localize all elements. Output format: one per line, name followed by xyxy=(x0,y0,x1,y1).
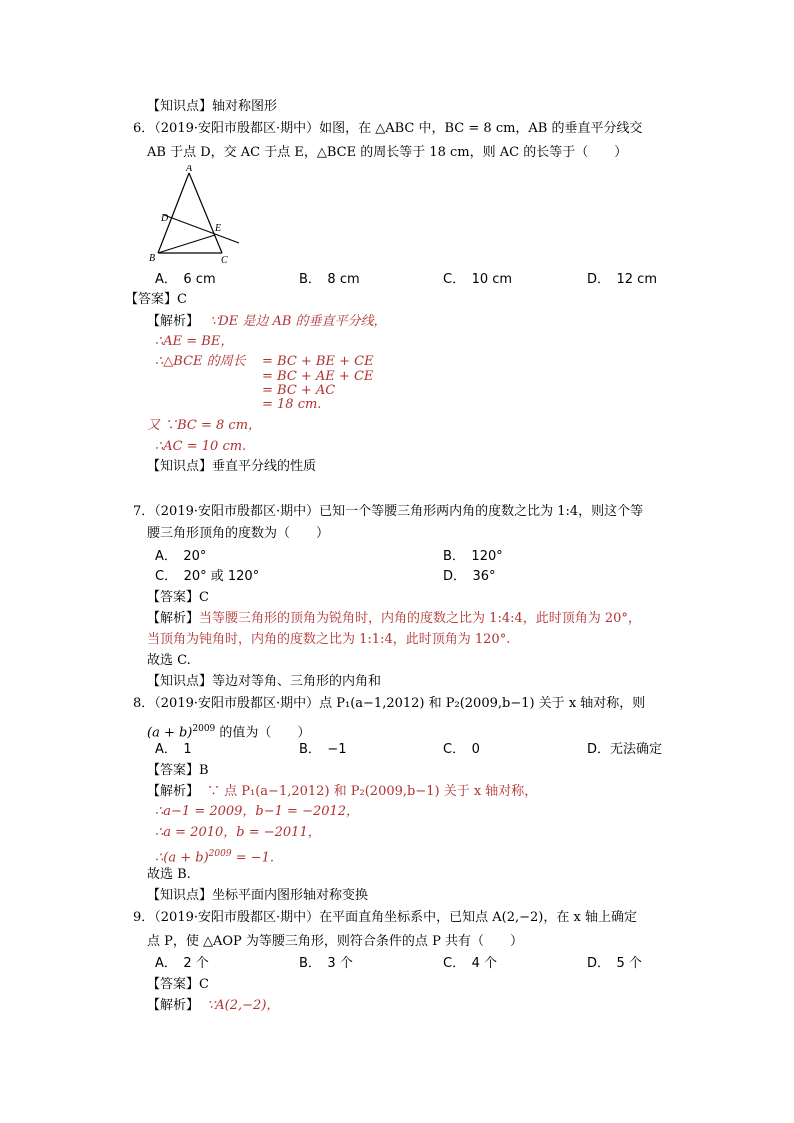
figure-label-d: D xyxy=(161,213,169,224)
q8-stem-exponent: 2009 xyxy=(192,724,216,734)
q6-step-3a: = BC + BE + CE xyxy=(262,354,374,369)
figure-label-e: E xyxy=(215,223,222,234)
q6-triangle-figure xyxy=(144,165,244,265)
q6-step-3c: = BC + AC xyxy=(262,383,336,398)
q6-step-3-label: ∴△BCE 的周长 xyxy=(155,354,246,369)
q7-jiexi-1a: 当等腰三角形的顶角为锐角时，内角的度数之比为 xyxy=(199,611,486,626)
q8-knowledge-point: 【知识点】坐标平面内图形轴对称变换 xyxy=(147,888,369,903)
q6-knowledge-point: 【知识点】垂直平分线的性质 xyxy=(147,459,317,474)
q8-jiexi-4-base: ∴(a + b) xyxy=(155,850,209,866)
q7-knowledge-point: 【知识点】等边对等角、三角形的内角和 xyxy=(147,674,382,689)
q8-answer: 【答案】B xyxy=(147,763,209,778)
q7-jiexi-line2 xyxy=(147,631,510,649)
q8-jiexi-1: ∵ 点 P₁(a−1,2012) 和 P₂(2009,b−1) 关于 x 轴对称， xyxy=(207,784,538,799)
q7-answer: 【答案】C xyxy=(147,590,209,605)
q6-step-4: 又 ∵BC = 8 cm， xyxy=(147,418,262,433)
q6-option-a: A． 6 cm xyxy=(155,272,216,287)
q8-option-b: B． −1 xyxy=(299,742,347,757)
q9-answer: 【答案】C xyxy=(147,977,209,992)
q6-step-5: ∴AC = 10 cm. xyxy=(155,439,247,454)
q7-jiexi-1b: 1:4:4，此时顶角为 xyxy=(489,611,601,626)
q6-option-b: B． 8 cm xyxy=(299,272,360,287)
q8-stem-line2 xyxy=(147,720,310,742)
q8-jiexi-4-exponent: 2009 xyxy=(208,849,232,859)
q7-jiexi-1c: 20°， xyxy=(604,611,641,626)
q7-jiexi-line1 xyxy=(147,610,641,628)
q8-jiexi-4-rest: = −1. xyxy=(231,850,275,866)
q9-jiexi-line1 xyxy=(147,997,279,1015)
q9-stem-line2: 点 P，使 △AOP 为等腰三角形，则符合条件的点 P 共有（ ） xyxy=(147,934,523,949)
q7-stem-line2: 腰三角形顶角的度数为（ ） xyxy=(147,526,330,541)
q7-option-b: B． 120° xyxy=(443,549,503,564)
q6-jiexi-line1: ∵DE 是边 AB 的垂直平分线， xyxy=(210,314,387,329)
q9-jiexi-label: 【解析】 xyxy=(147,998,200,1013)
q8-stem-line1: 8．（2019·安阳市殷都区·期中）点 P₁(a−1,2012) 和 P₂(2009,b−1) 关于 x 轴对称，则 xyxy=(133,696,646,711)
q6-jiexi-label: 【解析】 xyxy=(147,314,200,329)
q9-option-b: B． 3 个 xyxy=(299,956,353,971)
q8-option-a: A． 1 xyxy=(155,742,192,757)
q5-knowledge-point: 【知识点】轴对称图形 xyxy=(147,99,278,114)
q9-jiexi-1: ∵A(2,−2)， xyxy=(207,998,280,1013)
figure-label-c: C xyxy=(221,255,228,265)
q7-jiexi-2a: 当顶角为钝角时，内角的度数之比为 xyxy=(147,632,356,647)
q7-option-c: C． 20° 或 120° xyxy=(155,569,260,584)
q7-option-a: A． 20° xyxy=(155,549,207,564)
q6-option-c: C． 10 cm xyxy=(443,272,513,287)
q9-stem-line1: 9．（2019·安阳市殷都区·期中）在平面直角坐标系中，已知点 A(2,−2)，在 x 轴上确定 xyxy=(133,910,637,925)
q8-option-d: D．无法确定 xyxy=(587,742,663,757)
q6-stem-line1: 6．（2019·安阳市殷都区·期中）如图，在 △ABC 中，BC = 8 cm，AB 的垂直平分线交 xyxy=(133,121,643,136)
q6-stem-line2: AB 于点 D，交 AC 于点 E，△BCE 的周长等于 18 cm，则 AC 的长等于（ ） xyxy=(147,145,628,160)
q8-jiexi-4 xyxy=(155,845,274,867)
q6-answer: 【答案】C xyxy=(125,292,187,307)
figure-label-a: A xyxy=(186,165,193,174)
q7-stem-line1: 7．（2019·安阳市殷都区·期中）已知一个等腰三角形两内角的度数之比为 1:4，则这个等 xyxy=(133,504,644,519)
q9-option-d: D． 5 个 xyxy=(587,956,642,971)
q8-conclusion: 故选 B. xyxy=(147,867,191,882)
q7-jiexi-2c: 120°. xyxy=(474,632,511,647)
q6-step-3b: = BC + AE + CE xyxy=(262,369,374,384)
q8-jiexi-2: ∴a−1 = 2009，b−1 = −2012， xyxy=(155,804,360,819)
q9-option-a: A． 2 个 xyxy=(155,956,209,971)
q7-conclusion: 故选 C. xyxy=(147,653,191,668)
q7-jiexi-label: 【解析】 xyxy=(147,611,200,626)
q8-option-c: C． 0 xyxy=(443,742,480,757)
q8-stem-base: (a + b) xyxy=(147,725,193,741)
q7-jiexi-2b: 1:1:4，此时顶角为 xyxy=(359,632,471,647)
q9-option-c: C． 4 个 xyxy=(443,956,497,971)
q8-jiexi-3: ∴a = 2010，b = −2011， xyxy=(155,825,321,840)
q6-step-2: ∴AE = BE， xyxy=(155,334,234,349)
q8-stem-rest: 的值为（ ） xyxy=(215,725,311,741)
q8-jiexi-line1 xyxy=(147,783,537,801)
figure-label-b: B xyxy=(149,253,156,264)
q8-jiexi-label: 【解析】 xyxy=(147,784,200,799)
q7-option-d: D． 36° xyxy=(443,569,496,584)
q6-step-3d: = 18 cm. xyxy=(262,397,322,412)
q6-option-d: D． 12 cm xyxy=(587,272,657,287)
